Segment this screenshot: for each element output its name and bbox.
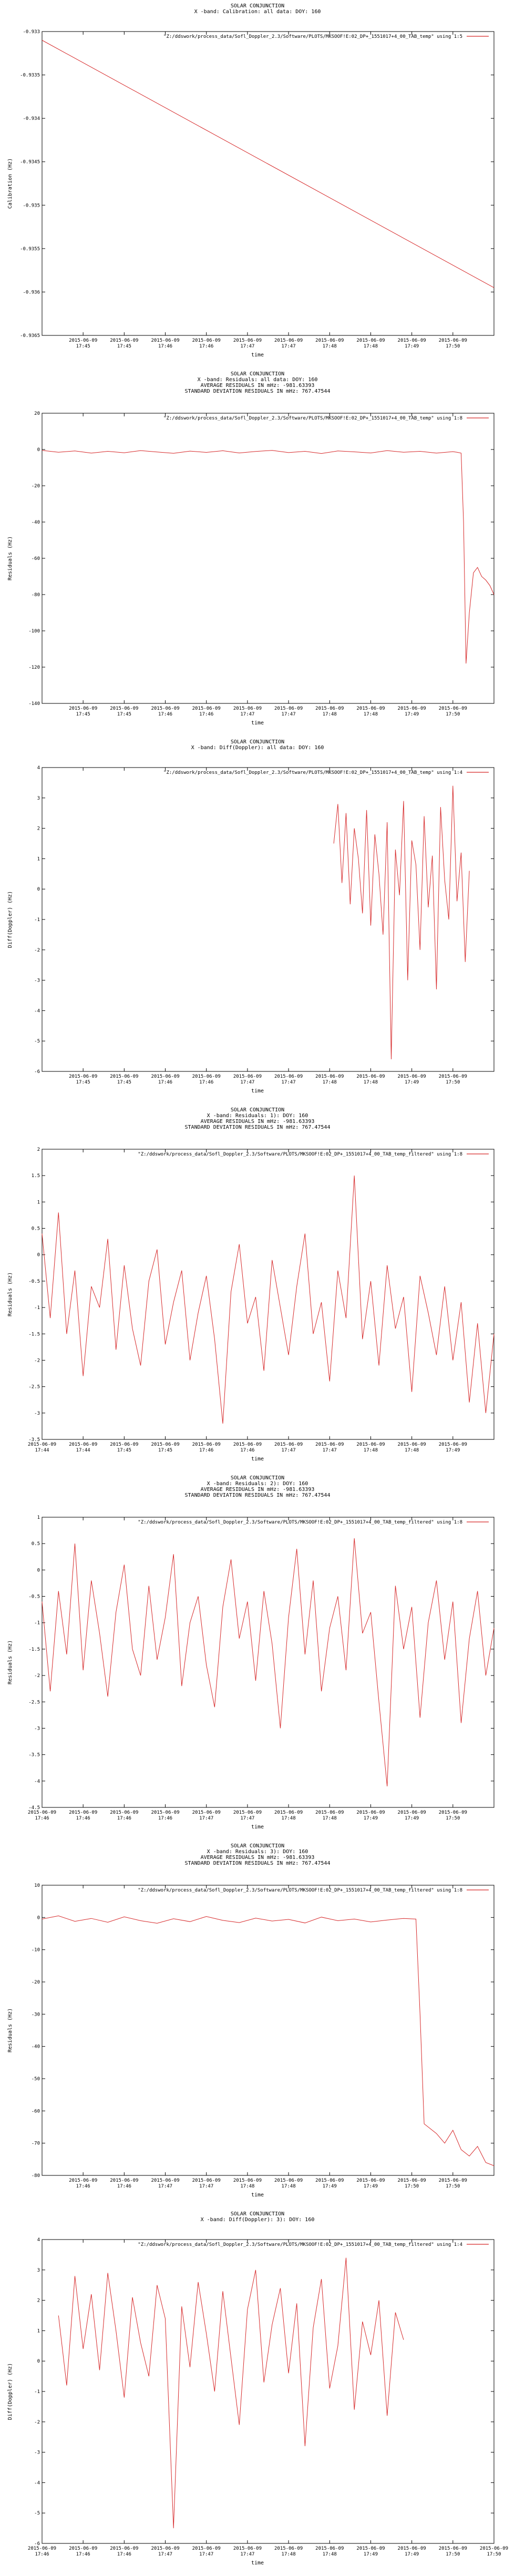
y-tick-label: -2.5 (28, 1384, 40, 1390)
y-tick-label: 0 (37, 1915, 40, 1921)
x-tick-time: 17:45 (76, 1080, 90, 1085)
x-tick-date: 2015-06-09 (151, 1074, 180, 1079)
y-tick-label: 0 (37, 887, 40, 893)
x-tick-date: 2015-06-09 (27, 1810, 57, 1815)
chart-title-line: X -band: Residuals: all data: DOY: 160 (197, 377, 318, 383)
legend-label: "Z:/ddswork/process_data/Sofl_Doppler_2.3/Software/PLOTS/MKSOOF!E:02_DP+_1551017+4_00_TAB_temp_filtered" using 1:8 (138, 1520, 462, 1525)
x-tick-date: 2015-06-09 (397, 1810, 426, 1815)
plot-frame (42, 2240, 494, 2543)
y-tick-label: -80 (31, 2173, 40, 2179)
x-tick-time: 17:46 (76, 2552, 90, 2557)
y-tick-label: -0.5 (28, 1594, 40, 1600)
x-tick-time: 17:47 (240, 344, 255, 349)
x-tick-time: 17:48 (363, 1448, 378, 1453)
x-tick-date: 2015-06-09 (151, 2546, 180, 2551)
y-tick-label: -1 (34, 1620, 40, 1626)
y-tick-label: 3 (37, 2267, 40, 2273)
plot-frame (42, 1517, 494, 1807)
x-tick-time: 17:48 (281, 2552, 296, 2557)
x-tick-time: 17:47 (281, 344, 296, 349)
x-tick-date: 2015-06-09 (356, 1810, 385, 1815)
x-tick-date: 2015-06-09 (274, 2546, 303, 2551)
x-tick-time: 17:48 (322, 1816, 337, 1821)
x-tick-date: 2015-06-09 (397, 1074, 426, 1079)
x-tick-date: 2015-06-09 (397, 1442, 426, 1447)
x-tick-date: 2015-06-09 (356, 338, 385, 343)
y-tick-label: 10 (34, 1883, 40, 1888)
x-tick-date: 2015-06-09 (110, 706, 139, 711)
x-tick-time: 17:49 (363, 1816, 378, 1821)
x-tick-time: 17:46 (35, 1816, 49, 1821)
x-tick-date: 2015-06-09 (192, 2178, 221, 2183)
x-tick-time: 17:48 (322, 1080, 337, 1085)
x-tick-date: 2015-06-09 (315, 706, 344, 711)
x-tick-time: 17:50 (446, 344, 460, 349)
y-tick-label: -0.9345 (20, 159, 40, 165)
x-tick-time: 17:45 (76, 712, 90, 717)
chart-title-line: SOLAR CONJUNCTION (230, 739, 285, 745)
x-tick-time: 17:49 (363, 2184, 378, 2189)
x-tick-date: 2015-06-09 (151, 1442, 180, 1447)
y-tick-label: -140 (28, 701, 40, 707)
chart-panel-2 (7, 371, 494, 726)
x-tick-date: 2015-06-09 (27, 1442, 57, 1447)
chart-panel-3 (7, 739, 494, 1094)
x-tick-time: 17:48 (322, 2552, 337, 2557)
x-tick-time: 17:47 (322, 1448, 337, 1453)
x-tick-date: 2015-06-09 (151, 2178, 180, 2183)
x-tick-time: 17:50 (405, 2184, 419, 2189)
x-tick-time: 17:46 (76, 1816, 90, 1821)
x-tick-date: 2015-06-09 (233, 2178, 262, 2183)
chart-panel-5 (7, 1475, 494, 1830)
chart-title-line: SOLAR CONJUNCTION (230, 1843, 285, 1849)
x-tick-date: 2015-06-09 (397, 706, 426, 711)
x-tick-time: 17:49 (405, 1080, 419, 1085)
x-tick-time: 17:45 (117, 712, 131, 717)
chart-title-line: X -band: Diff(Doppler): 3): DOY: 160 (200, 2217, 315, 2223)
y-tick-label: -0.9365 (20, 333, 40, 339)
x-tick-date: 2015-06-09 (192, 2546, 221, 2551)
series-line (42, 451, 494, 663)
x-tick-date: 2015-06-09 (315, 1074, 344, 1079)
x-axis-label: time (251, 352, 264, 358)
chart-title-line: SOLAR CONJUNCTION (230, 1475, 285, 1481)
y-tick-label: -1 (34, 1305, 40, 1311)
y-tick-label: -2 (34, 2419, 40, 2425)
x-tick-time: 17:48 (322, 344, 337, 349)
y-tick-label: -0.936 (23, 290, 40, 295)
chart-panel-7 (7, 2211, 508, 2566)
x-tick-time: 17:48 (405, 1448, 419, 1453)
x-tick-date: 2015-06-09 (438, 2546, 467, 2551)
x-tick-time: 17:44 (35, 1448, 49, 1453)
x-tick-time: 17:50 (446, 2552, 460, 2557)
x-tick-time: 17:47 (240, 1080, 255, 1085)
x-tick-date: 2015-06-09 (192, 1810, 221, 1815)
y-tick-label: -20 (31, 1980, 40, 1985)
y-axis-label: Residuals (Hz) (7, 2008, 13, 2053)
x-tick-date: 2015-06-09 (438, 1074, 467, 1079)
y-tick-label: 1 (37, 1200, 40, 1205)
chart-title-line: X -band: Calibration: all data: DOY: 160 (194, 9, 321, 15)
y-tick-label: 1 (37, 856, 40, 862)
plot-frame (42, 1885, 494, 2175)
y-tick-label: -70 (31, 2141, 40, 2146)
x-tick-date: 2015-06-09 (192, 1074, 221, 1079)
x-tick-time: 17:49 (405, 344, 419, 349)
x-tick-time: 17:46 (76, 2184, 90, 2189)
x-tick-time: 17:47 (281, 1448, 296, 1453)
x-tick-time: 17:50 (446, 1816, 460, 1821)
x-tick-date: 2015-06-09 (274, 2178, 303, 2183)
x-tick-time: 17:49 (405, 2552, 419, 2557)
x-tick-date: 2015-06-09 (438, 1442, 467, 1447)
x-tick-time: 17:50 (446, 2184, 460, 2189)
y-tick-label: -5 (34, 2511, 40, 2517)
x-tick-date: 2015-06-09 (192, 706, 221, 711)
x-tick-time: 17:46 (199, 1080, 214, 1085)
chart-title-line: SOLAR CONJUNCTION (230, 1107, 285, 1113)
x-tick-date: 2015-06-09 (110, 1810, 139, 1815)
x-tick-date: 2015-06-09 (27, 2546, 57, 2551)
chart-title-line: SOLAR CONJUNCTION (230, 371, 285, 377)
y-tick-label: -1 (34, 2389, 40, 2395)
y-tick-label: 0 (37, 447, 40, 453)
y-tick-label: -100 (28, 629, 40, 634)
x-tick-date: 2015-06-09 (438, 2178, 467, 2183)
x-tick-time: 17:45 (76, 344, 90, 349)
x-tick-time: 17:46 (35, 2552, 49, 2557)
x-tick-date: 2015-06-09 (274, 1810, 303, 1815)
y-axis-label: Diff(Doppler) (Hz) (7, 2363, 13, 2420)
y-tick-label: 0 (37, 1252, 40, 1258)
y-axis-label: Diff(Doppler) (Hz) (7, 891, 13, 948)
legend-label: "Z:/ddswork/process_data/Sofl_Doppler_2.3/Software/PLOTS/MKSOOF!E:02_DP+_1551017+4_00_TAB_temp_filtered" using 1:8 (138, 1888, 462, 1893)
plot-frame (42, 768, 494, 1071)
y-axis-label: Residuals (Hz) (7, 1272, 13, 1317)
y-tick-label: 0 (37, 2359, 40, 2365)
y-tick-label: -50 (31, 2077, 40, 2082)
chart-title-line: STANDARD DEVIATION RESIDUALS IN mHz: 767.47544 (184, 1493, 331, 1498)
legend-label: "Z:/ddswork/process_data/Sofl_Doppler_2.3/Software/PLOTS/MKSOOF!E:02_DP+_1551017+4_00_TAB_temp_filtered" using 1:8 (138, 1152, 462, 1157)
y-tick-label: -6 (34, 2541, 40, 2547)
y-tick-label: -0.9355 (20, 246, 40, 252)
plot-frame (42, 1149, 494, 1439)
y-tick-label: -20 (31, 484, 40, 489)
y-tick-label: -0.5 (28, 1279, 40, 1284)
chart-title-line: AVERAGE RESIDUALS IN mHz: -981.63393 (200, 383, 315, 389)
legend-label: "Z:/ddswork/process_data/Sofl_Doppler_2.3/Software/PLOTS/MKSOOF!E:02_DP+_1551017+4_00_TAB_temp" using 1:5 (163, 34, 462, 39)
x-tick-date: 2015-06-09 (356, 1074, 385, 1079)
y-tick-label: -60 (31, 2109, 40, 2114)
x-tick-date: 2015-06-09 (356, 1442, 385, 1447)
y-axis-label: Calibration (Hz) (7, 158, 13, 209)
y-tick-label: -3.5 (28, 1437, 40, 1443)
y-tick-label: -1.5 (28, 1332, 40, 1337)
x-tick-date: 2015-06-09 (69, 1810, 98, 1815)
x-tick-date: 2015-06-09 (274, 1074, 303, 1079)
x-tick-time: 17:46 (117, 2184, 131, 2189)
x-tick-time: 17:47 (281, 1080, 296, 1085)
y-tick-label: -1 (34, 917, 40, 923)
x-tick-time: 17:48 (322, 712, 337, 717)
series-line (42, 1175, 494, 1424)
x-tick-time: 17:44 (76, 1448, 90, 1453)
series-line (42, 1916, 494, 2165)
x-axis-label: time (251, 2560, 264, 2566)
x-tick-time: 17:49 (405, 1816, 419, 1821)
legend-label: "Z:/ddswork/process_data/Sofl_Doppler_2.3/Software/PLOTS/MKSOOF!E:02_DP+_1551017+4_00_TAB_temp_filtered" using 1:4 (138, 2242, 462, 2247)
y-tick-label: -0.9335 (20, 73, 40, 78)
y-tick-label: 0.5 (31, 1541, 40, 1547)
y-tick-label: -3 (34, 978, 40, 984)
chart-title-line: STANDARD DEVIATION RESIDUALS IN mHz: 767.47544 (184, 389, 331, 394)
plot-frame (42, 413, 494, 703)
chart-title-line: X -band: Diff(Doppler): all data: DOY: 160 (191, 745, 324, 751)
x-tick-date: 2015-06-09 (233, 1442, 262, 1447)
series-line (334, 786, 469, 1059)
x-tick-time: 17:47 (240, 712, 255, 717)
y-tick-label: -2 (34, 947, 40, 953)
x-tick-date: 2015-06-09 (233, 706, 262, 711)
y-axis-label: Residuals (Hz) (7, 1640, 13, 1685)
x-tick-date: 2015-06-09 (438, 1810, 467, 1815)
x-tick-date: 2015-06-09 (110, 1442, 139, 1447)
x-tick-date: 2015-06-09 (397, 2178, 426, 2183)
x-tick-date: 2015-06-09 (192, 338, 221, 343)
y-axis-label: Residuals (Hz) (7, 536, 13, 581)
y-tick-label: -4 (34, 1008, 40, 1014)
series-line (42, 40, 494, 288)
y-tick-label: -3 (34, 1726, 40, 1732)
x-tick-time: 17:47 (158, 2184, 173, 2189)
x-tick-date: 2015-06-09 (192, 1442, 221, 1447)
x-tick-time: 17:48 (281, 1816, 296, 1821)
x-tick-date: 2015-06-09 (69, 2546, 98, 2551)
x-tick-date: 2015-06-09 (69, 1442, 98, 1447)
y-tick-label: -40 (31, 2044, 40, 2050)
chart-title-line: AVERAGE RESIDUALS IN mHz: -981.63393 (200, 1119, 315, 1125)
x-tick-date: 2015-06-09 (151, 338, 180, 343)
x-tick-time: 17:49 (363, 2552, 378, 2557)
y-tick-label: -0.934 (23, 116, 40, 122)
y-tick-label: -10 (31, 1947, 40, 1953)
x-tick-date: 2015-06-09 (274, 706, 303, 711)
x-tick-date: 2015-06-09 (397, 338, 426, 343)
x-tick-time: 17:47 (240, 2552, 255, 2557)
x-tick-time: 17:46 (199, 712, 214, 717)
y-tick-label: -2.5 (28, 1700, 40, 1705)
series-line (58, 2258, 404, 2528)
chart-title-line: SOLAR CONJUNCTION (230, 2211, 285, 2217)
y-tick-label: -5 (34, 1039, 40, 1045)
y-tick-label: 0.5 (31, 1226, 40, 1232)
y-tick-label: -80 (31, 592, 40, 598)
x-axis-label: time (251, 1456, 264, 1462)
x-tick-time: 17:48 (363, 344, 378, 349)
x-tick-time: 17:45 (117, 1448, 131, 1453)
x-tick-time: 17:49 (446, 1448, 460, 1453)
chart-title-line: STANDARD DEVIATION RESIDUALS IN mHz: 767.47544 (184, 1125, 331, 1130)
y-tick-label: -40 (31, 520, 40, 525)
y-tick-label: -60 (31, 556, 40, 561)
x-tick-time: 17:46 (158, 1816, 173, 1821)
x-tick-time: 17:48 (281, 2184, 296, 2189)
y-tick-label: -4 (34, 1778, 40, 1784)
x-tick-time: 17:46 (199, 1448, 214, 1453)
x-tick-time: 17:49 (322, 2184, 337, 2189)
y-tick-label: -3.5 (28, 1752, 40, 1758)
chart-title-line: AVERAGE RESIDUALS IN mHz: -981.63393 (200, 1487, 315, 1493)
x-tick-time: 17:46 (158, 1080, 173, 1085)
x-tick-time: 17:46 (158, 712, 173, 717)
x-tick-date: 2015-06-09 (438, 706, 467, 711)
y-tick-label: 0 (37, 1568, 40, 1573)
x-tick-date: 2015-06-09 (315, 2546, 344, 2551)
x-tick-time: 17:47 (199, 2552, 214, 2557)
x-tick-date: 2015-06-09 (315, 2178, 344, 2183)
chart-title-line: AVERAGE RESIDUALS IN mHz: -981.63393 (200, 1855, 315, 1861)
x-tick-date: 2015-06-09 (315, 1810, 344, 1815)
y-tick-label: 4 (37, 2237, 40, 2243)
x-tick-date: 2015-06-09 (233, 338, 262, 343)
y-tick-label: -2 (34, 1358, 40, 1364)
x-tick-date: 2015-06-09 (110, 1074, 139, 1079)
legend-label: "Z:/ddswork/process_data/Sofl_Doppler_2.3/Software/PLOTS/MKSOOF!E:02_DP+_1551017+4_00_TAB_temp" using 1:4 (163, 770, 462, 775)
x-tick-date: 2015-06-09 (69, 338, 98, 343)
x-tick-time: 17:50 (446, 712, 460, 717)
x-tick-date: 2015-06-09 (479, 2546, 509, 2551)
y-tick-label: 20 (34, 411, 40, 416)
x-tick-date: 2015-06-09 (356, 2546, 385, 2551)
x-tick-time: 17:50 (487, 2552, 501, 2557)
x-tick-time: 17:50 (446, 1080, 460, 1085)
x-tick-date: 2015-06-09 (151, 1810, 180, 1815)
y-tick-label: 2 (37, 826, 40, 832)
x-tick-time: 17:45 (117, 344, 131, 349)
y-tick-label: -3 (34, 1410, 40, 1416)
chart-title-line: X -band: Residuals: 2): DOY: 160 (207, 1481, 308, 1487)
y-tick-label: 1.5 (31, 1173, 40, 1179)
x-tick-time: 17:45 (117, 1080, 131, 1085)
x-tick-date: 2015-06-09 (274, 338, 303, 343)
y-tick-label: -3 (34, 2450, 40, 2456)
y-tick-label: -2 (34, 1673, 40, 1679)
x-tick-time: 17:47 (281, 712, 296, 717)
x-axis-label: time (251, 2192, 264, 2198)
x-tick-time: 17:46 (117, 1816, 131, 1821)
x-tick-time: 17:46 (240, 1448, 255, 1453)
x-tick-time: 17:45 (158, 1448, 173, 1453)
x-tick-date: 2015-06-09 (233, 1810, 262, 1815)
x-tick-time: 17:47 (158, 2552, 173, 2557)
y-tick-label: -4.5 (28, 1805, 40, 1811)
x-tick-time: 17:49 (405, 712, 419, 717)
x-tick-time: 17:46 (158, 344, 173, 349)
x-axis-label: time (251, 1824, 264, 1830)
chart-title-line: SOLAR CONJUNCTION (230, 3, 285, 9)
chart-title-line: STANDARD DEVIATION RESIDUALS IN mHz: 767.47544 (184, 1861, 331, 1866)
y-tick-label: 1 (37, 1515, 40, 1520)
x-tick-time: 17:47 (199, 1816, 214, 1821)
chart-panel-4 (7, 1107, 494, 1462)
x-tick-time: 17:46 (117, 2552, 131, 2557)
y-tick-label: 3 (37, 795, 40, 801)
x-tick-date: 2015-06-09 (151, 706, 180, 711)
y-tick-label: -30 (31, 2012, 40, 2018)
y-tick-label: -1.5 (28, 1647, 40, 1652)
x-tick-date: 2015-06-09 (356, 2178, 385, 2183)
y-tick-label: 2 (37, 2298, 40, 2304)
x-tick-date: 2015-06-09 (315, 338, 344, 343)
x-tick-time: 17:47 (199, 2184, 214, 2189)
y-tick-label: 1 (37, 2328, 40, 2334)
x-tick-time: 17:46 (199, 344, 214, 349)
x-tick-date: 2015-06-09 (110, 2178, 139, 2183)
y-tick-label: 4 (37, 765, 40, 771)
x-tick-date: 2015-06-09 (274, 1442, 303, 1447)
y-tick-label: 2 (37, 1147, 40, 1152)
chart-title-line: X -band: Residuals: 1): DOY: 160 (207, 1113, 308, 1119)
x-tick-date: 2015-06-09 (397, 2546, 426, 2551)
x-tick-time: 17:48 (363, 712, 378, 717)
chart-panel-1 (7, 3, 494, 358)
y-tick-label: -0.933 (23, 29, 40, 35)
x-tick-date: 2015-06-09 (110, 338, 139, 343)
y-tick-label: -0.935 (23, 203, 40, 209)
x-axis-label: time (251, 720, 264, 726)
x-tick-date: 2015-06-09 (356, 706, 385, 711)
x-tick-time: 17:48 (363, 1080, 378, 1085)
series-line (42, 1538, 494, 1786)
x-tick-date: 2015-06-09 (233, 2546, 262, 2551)
x-tick-date: 2015-06-09 (69, 706, 98, 711)
chart-panel-6 (7, 1843, 494, 2198)
x-tick-date: 2015-06-09 (233, 1074, 262, 1079)
x-tick-date: 2015-06-09 (315, 1442, 344, 1447)
chart-title-line: X -band: Residuals: 3): DOY: 160 (207, 1849, 308, 1855)
legend-label: "Z:/ddswork/process_data/Sofl_Doppler_2.3/Software/PLOTS/MKSOOF!E:02_DP+_1551017+4_00_TAB_temp" using 1:8 (163, 416, 462, 421)
x-tick-date: 2015-06-09 (69, 1074, 98, 1079)
x-tick-date: 2015-06-09 (438, 338, 467, 343)
x-tick-time: 17:47 (240, 1816, 255, 1821)
y-tick-label: -6 (34, 1069, 40, 1075)
y-tick-label: -120 (28, 665, 40, 670)
x-tick-date: 2015-06-09 (110, 2546, 139, 2551)
x-tick-time: 17:48 (240, 2184, 255, 2189)
x-axis-label: time (251, 1088, 264, 1094)
y-tick-label: -4 (34, 2480, 40, 2486)
x-tick-date: 2015-06-09 (69, 2178, 98, 2183)
